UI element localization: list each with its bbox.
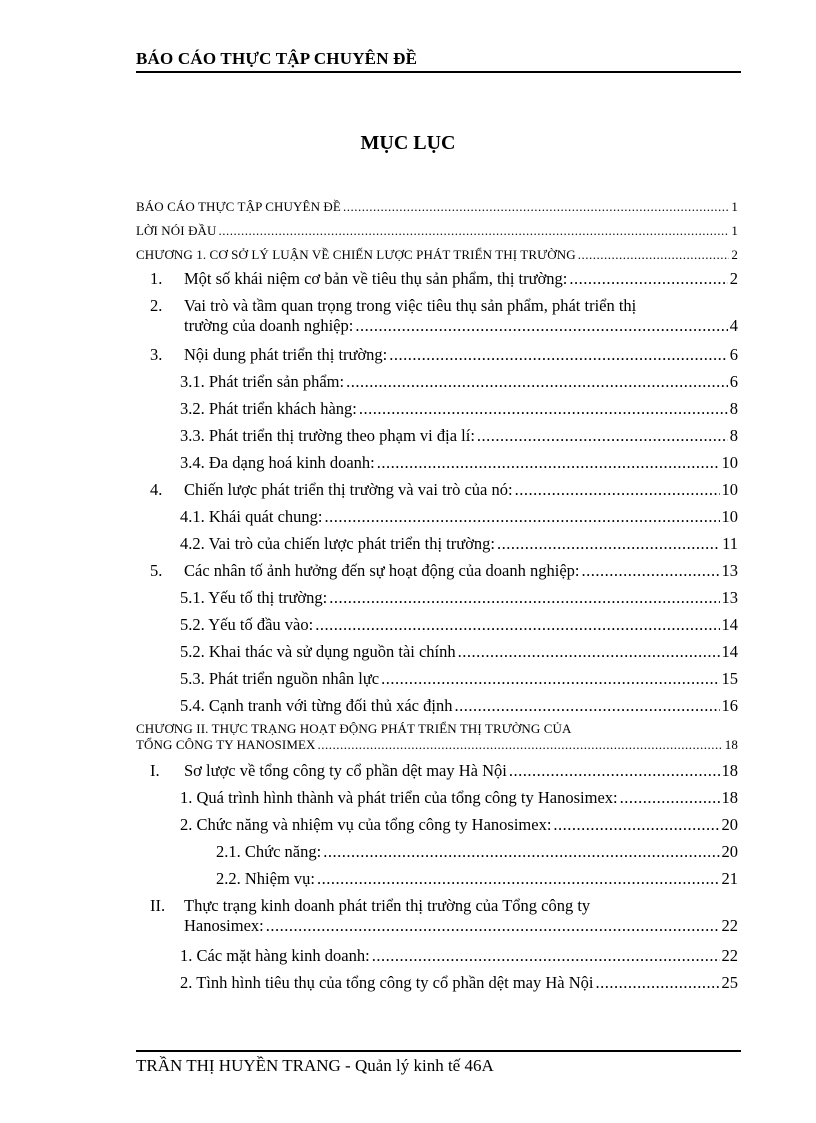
toc-entry-number: 3. (150, 345, 163, 364)
toc-entry-page: 2 (731, 247, 738, 262)
toc-entry-page: 22 (721, 946, 738, 965)
toc-entry-page: 1 (731, 223, 738, 238)
toc-entry[interactable] (136, 761, 738, 788)
toc-entry-label: 3.4. Đa dạng hoá kinh doanh: (180, 453, 375, 472)
toc-entry-label: 3.1. Phát triển sản phẩm: (180, 372, 345, 391)
toc-entry-label-cont: Hanosimex: (184, 916, 264, 935)
toc-entry-label: CHƯƠNG 1. CƠ SỞ LÝ LUẬN VỀ CHIẾN LƯỢC PHÁT TRIỂN THỊ TRƯỜNG (136, 247, 576, 262)
toc-entry-label: 2. Tình hình tiêu thụ của tổng công ty cổ phần dệt may Hà Nội (180, 973, 594, 992)
toc-title: MỤC LỤC (360, 132, 456, 154)
toc-entry-page: 13 (721, 561, 738, 580)
toc-entry-label: 5.2. Yếu tố đầu vào: (180, 615, 314, 634)
toc-entry[interactable] (136, 453, 738, 480)
toc-entry[interactable] (136, 561, 738, 588)
toc-entry-number: 5. (150, 561, 163, 580)
page-header (136, 49, 741, 73)
toc-entry[interactable] (136, 721, 738, 761)
toc-entry-page: 8 (729, 426, 738, 445)
toc-entry[interactable] (136, 615, 738, 642)
toc-entry-label: Vai trò và tầm quan trọng trong việc tiêu thụ sản phẩm, phát triển thị (184, 296, 637, 315)
toc-entry-page: 8 (729, 399, 738, 418)
toc-entry-label-cont: trường của doanh nghiệp: (184, 316, 354, 335)
toc-entry[interactable] (136, 507, 738, 534)
toc-entry-page: 22 (721, 916, 738, 935)
toc-entry-label: 5.1. Yếu tố thị trường: (180, 588, 328, 607)
toc-entry-label: CHƯƠNG II. THỰC TRẠNG HOẠT ĐỘNG PHÁT TRIỂN THỊ TRƯỜNG CỦA (136, 721, 572, 736)
toc-entry-label-cont: TỔNG CÔNG TY HANOSIMEX (136, 737, 316, 752)
toc-entry-page: 25 (721, 973, 738, 992)
toc-entry-page: 18 (724, 737, 738, 752)
toc-entry-number: 4. (150, 480, 163, 499)
toc-entry-page: 18 (721, 788, 738, 807)
toc-entry[interactable] (136, 588, 738, 615)
toc-entry-label: 1. Các mặt hàng kinh doanh: (180, 946, 370, 965)
toc-entry[interactable] (136, 534, 738, 561)
header-title: BÁO CÁO THỰC TẬP CHUYÊN ĐỀ (136, 49, 418, 68)
toc-entry-page: 21 (721, 869, 738, 888)
table-of-contents (136, 199, 738, 1000)
toc-entry[interactable] (136, 345, 738, 372)
toc-entry-label: 3.3. Phát triển thị trường theo phạm vi địa lí: (180, 426, 475, 445)
toc-entry-page: 4 (729, 316, 738, 335)
toc-entry-page: 10 (721, 480, 738, 499)
toc-entry-page: 13 (721, 588, 738, 607)
toc-entry-label: Nội dung phát triển thị trường: (184, 345, 388, 364)
toc-entry-page: 14 (721, 642, 738, 661)
toc-entry-label: Thực trạng kinh doanh phát triển thị trường của Tổng công ty (184, 896, 591, 915)
toc-entry[interactable] (136, 372, 738, 399)
toc-entry-page: 11 (722, 534, 738, 553)
footer-text: TRẦN THỊ HUYỀN TRANG - Quản lý kinh tế 46A (136, 1056, 494, 1075)
toc-entry-label: 4.1. Khái quát chung: (180, 507, 323, 526)
toc-entry[interactable] (136, 296, 738, 345)
toc-entry[interactable] (136, 815, 738, 842)
toc-entry-label: Chiến lược phát triển thị trường và vai trò của nó: (184, 480, 513, 499)
toc-entry-label: Sơ lược về tổng công ty cổ phần dệt may Hà Nội (184, 761, 507, 780)
toc-entry-number: I. (150, 761, 160, 780)
toc-entry-page: 6 (729, 345, 738, 364)
toc-entry-page: 16 (721, 696, 738, 715)
page-footer (136, 1050, 741, 1076)
toc-entry[interactable] (136, 696, 738, 721)
toc-entry[interactable] (136, 869, 738, 896)
toc-entry-label: 2.1. Chức năng: (216, 842, 322, 861)
toc-entry-page: 1 (731, 199, 738, 214)
toc-entry-label: Một số khái niệm cơ bản về tiêu thụ sản phẩm, thị trường: (184, 269, 568, 288)
toc-entry[interactable] (136, 842, 738, 869)
toc-entry-number: 1. (150, 269, 163, 288)
toc-entry-label: Các nhân tố ảnh hưởng đến sự hoạt động của doanh nghiệp: (184, 561, 580, 580)
toc-entry-label: 2. Chức năng và nhiệm vụ của tổng công ty Hanosimex: (180, 815, 552, 834)
toc-entry-page: 6 (729, 372, 738, 391)
toc-entry-label: 5.2. Khai thác và sử dụng nguồn tài chính (180, 642, 456, 661)
toc-entry-page: 20 (721, 842, 738, 861)
toc-entry[interactable] (136, 896, 738, 946)
toc-entry-label: 1. Quá trình hình thành và phát triển của tổng công ty Hanosimex: (180, 788, 618, 807)
toc-entry-page: 18 (721, 761, 738, 780)
toc-entry[interactable] (136, 788, 738, 815)
toc-entry-number: II. (150, 896, 166, 915)
toc-entry[interactable] (136, 426, 738, 453)
toc-entry[interactable] (136, 669, 738, 696)
toc-entry[interactable] (136, 269, 738, 296)
toc-entry-page: 10 (721, 453, 738, 472)
toc-entry[interactable] (136, 642, 738, 669)
toc-entry-page: 15 (721, 669, 738, 688)
toc-entry[interactable] (136, 399, 738, 426)
toc-entry[interactable] (136, 223, 738, 247)
toc-entry-page: 14 (721, 615, 738, 634)
toc-entry[interactable] (136, 946, 738, 973)
toc-entry-label: 4.2. Vai trò của chiến lược phát triển thị trường: (180, 534, 495, 553)
toc-entry-page: 20 (721, 815, 738, 834)
toc-entry[interactable] (136, 973, 738, 1000)
toc-entry-page: 2 (729, 269, 738, 288)
toc-entry-label: 2.2. Nhiệm vụ: (216, 869, 315, 888)
toc-entry-label: 3.2. Phát triển khách hàng: (180, 399, 357, 418)
toc-entry-label: 5.4. Cạnh tranh với từng đối thủ xác định (180, 696, 453, 715)
toc-entry-number: 2. (150, 296, 163, 315)
toc-entry-label: BÁO CÁO THỰC TẬP CHUYÊN ĐỀ (136, 199, 341, 214)
toc-entry-label: 5.3. Phát triển nguồn nhân lực (180, 669, 380, 688)
toc-entry-label: LỜI NÓI ĐẦU (136, 223, 217, 238)
toc-entry-page: 10 (721, 507, 738, 526)
toc-entry[interactable] (136, 480, 738, 507)
toc-entry[interactable] (136, 199, 738, 223)
toc-entry[interactable] (136, 247, 738, 269)
